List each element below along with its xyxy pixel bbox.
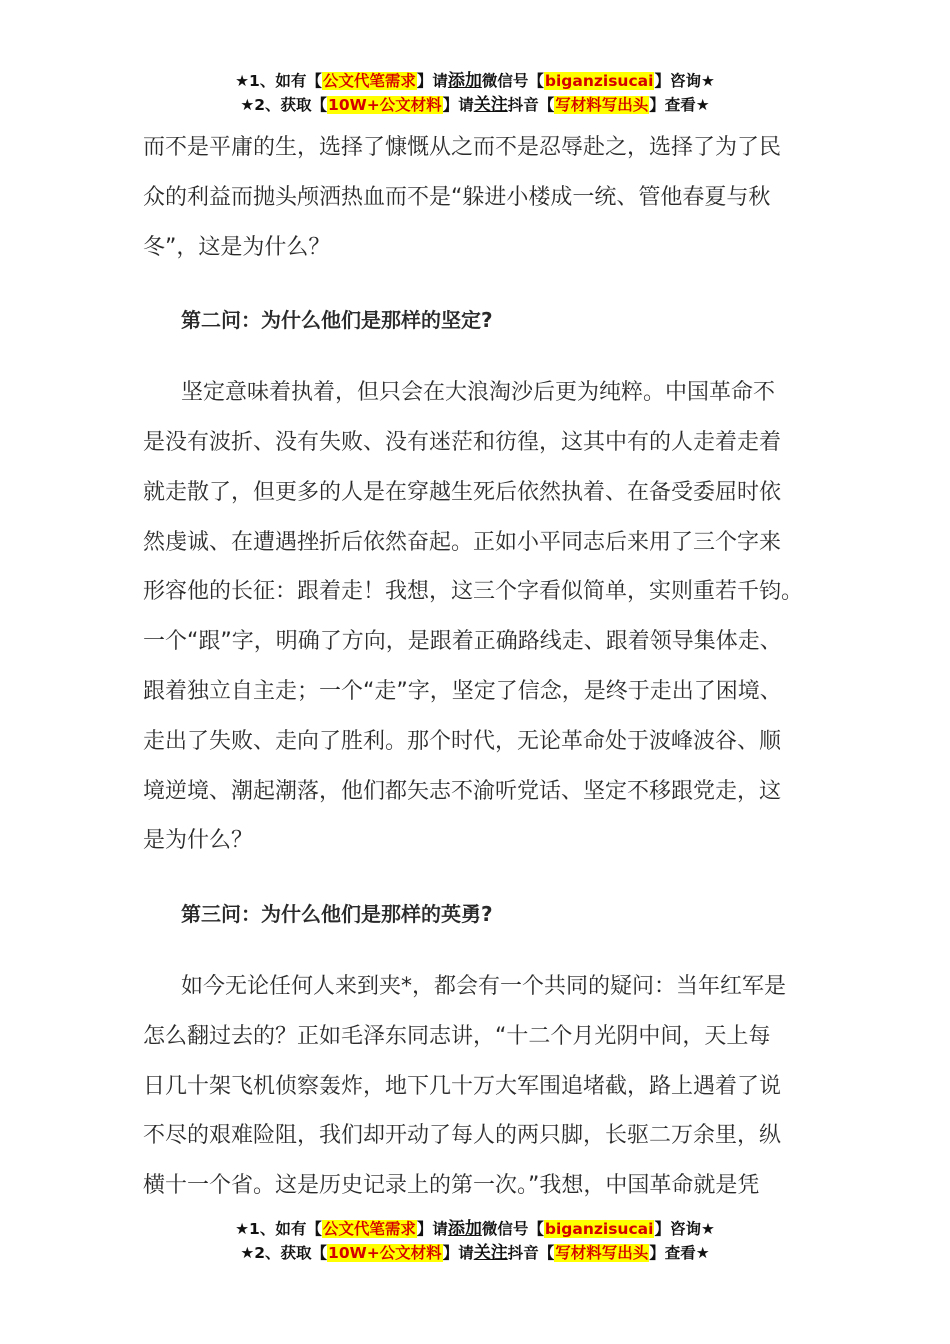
banner-line-2: ★2、获取【10W+公文材料】请关注抖音【写材料写出头】查看★ xyxy=(240,95,710,115)
star-icon: ★ xyxy=(240,1244,255,1262)
section-heading: 第二问：为什么他们是那样的坚定? xyxy=(181,308,493,333)
bottom-banner xyxy=(0,1217,950,1265)
section-heading: 第三问：为什么他们是那样的英勇? xyxy=(181,902,493,927)
highlight-text: 写材料写出头 xyxy=(555,96,649,114)
banner-line-1: ★1、如有【公文代笔需求】请添加微信号【biganzisucai】咨询★ xyxy=(235,71,715,91)
document-body xyxy=(143,123,813,1211)
top-banner xyxy=(0,69,950,117)
highlight-text: 公文代笔需求 xyxy=(322,72,416,90)
underlined-text: 关注 xyxy=(473,95,508,115)
highlight-text: 10W+公文材料 xyxy=(328,1244,442,1262)
banner-line-1: ★1、如有【公文代笔需求】请添加微信号【biganzisucai】咨询★ xyxy=(235,1219,715,1239)
underlined-text: 添加 xyxy=(447,1219,482,1239)
underlined-text: 关注 xyxy=(473,1243,508,1263)
highlight-text: 写材料写出头 xyxy=(555,1244,649,1262)
star-icon: ★ xyxy=(235,72,250,90)
highlight-text: 10W+公文材料 xyxy=(328,96,442,114)
underlined-text: 添加 xyxy=(447,71,482,91)
paragraph: 而不是平庸的生，选择了慷慨从之而不是忍辱赴之，选择了为了民 众的利益而抛头颅洒热血而不是“躲进小楼成一统、管他春夏与秋 冬”，这是为什么？ xyxy=(143,135,782,260)
highlight-text: biganzisucai xyxy=(544,72,654,90)
star-icon: ★ xyxy=(700,1220,715,1238)
star-icon: ★ xyxy=(235,1220,250,1238)
highlight-text: 公文代笔需求 xyxy=(322,1220,416,1238)
highlight-text: biganzisucai xyxy=(544,1220,654,1238)
star-icon: ★ xyxy=(700,72,715,90)
star-icon: ★ xyxy=(695,96,710,114)
paragraph: 坚定意味着执着，但只会在大浪淘沙后更为纯粹。中国革命不 是没有波折、没有失败、没有迷茫和彷徨，这其中有的人走着走着 就走散了，但更多的人是在穿越生死后依然执着、在备受委屈时依 然虔诚、在遭遇挫折后依然奋起。正如小平同志后来用了三个字来 形容他的长征：跟着走！我想，这三个字看似简单，实则重若千钧。 一个“跟”字，明确了方向，是跟着正确路线走、跟着领导集体走、 跟着独立自主走；一个“走”字，坚定了信念，是终于走出了困境、 走出了失败、走向了胜利。那个时代，无论革命处于波峰波谷、顺 境逆境、潮起潮落，他们都矢志不渝听党话、坚定不移跟党走，这 是为什么？ xyxy=(143,380,804,854)
paragraph: 如今无论任何人来到夹*，都会有一个共同的疑问：当年红军是 怎么翻过去的？正如毛泽东同志讲，“十二个月光阴中间，天上每 日几十架飞机侦察轰炸，地下几十万大军围追堵截，路上遇着了说 不尽的艰难险阻，我们却开动了每人的两只脚，长驱二万余里，纵 横十一个省。这是历史记录上的第一次。”我想，中国革命就是凭 xyxy=(143,973,787,1199)
banner-line-2: ★2、获取【10W+公文材料】请关注抖音【写材料写出头】查看★ xyxy=(240,1243,710,1263)
star-icon: ★ xyxy=(695,1244,710,1262)
star-icon: ★ xyxy=(240,96,255,114)
